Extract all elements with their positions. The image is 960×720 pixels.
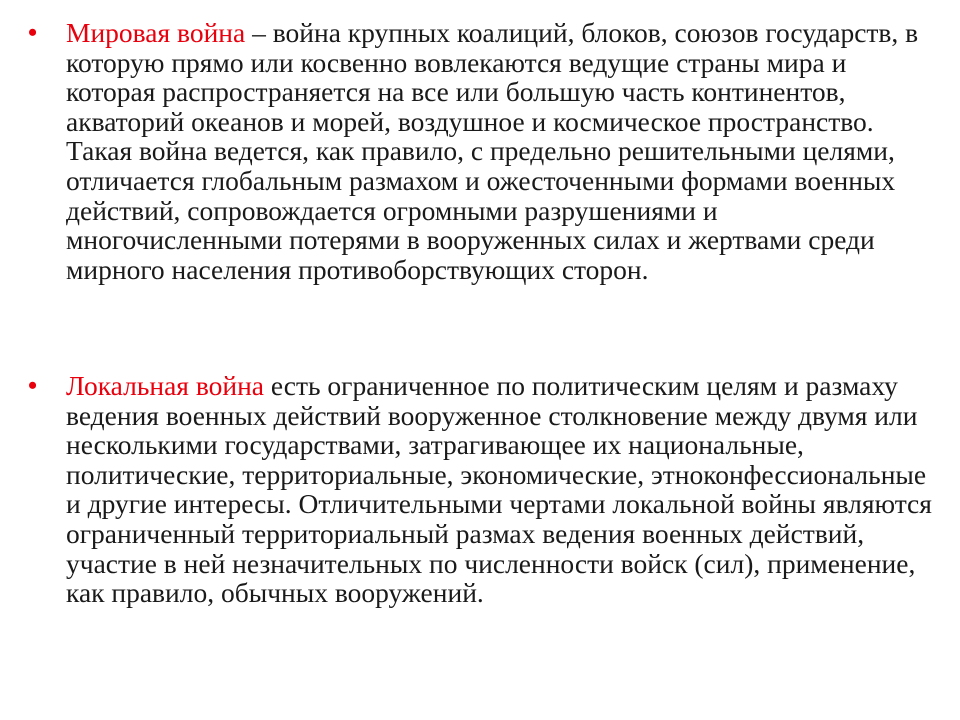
bullet-marker: • [28, 371, 38, 400]
term-local-war: Локальная война [66, 370, 265, 401]
bullet-marker: • [28, 18, 38, 47]
definition-world-war: – война крупных коалиций, блоков, союзов государств, в которую прямо или косвенно вовлекаются ведущие страны мира и которая распространяется на все или большую часть континентов, акваторий океанов и морей, воздушное и космическое пространство. Такая война ведется, как правило, с предельно решительными целями, отличается глобальным размахом и ожесточенными формами военных действий, сопровождается огромными разрушениями и многочисленными потерями в вооруженных силах и жертвами среди мирного населения противоборствующих сторон. [66, 17, 919, 285]
bullet-item-local-war [28, 371, 934, 608]
term-world-war: Мировая война [66, 17, 246, 48]
bullet-paragraph [66, 18, 934, 284]
definition-local-war: есть ограниченное по политическим целям и размаху ведения военных действий вооруженное столкновение между двумя или несколькими государствами, затрагивающее их национальные, политические, территориальные, экономические, этноконфессиональные и другие интересы. Отличительными чертами локальной войны являются ограниченный территориальный размах ведения военных действий, участие в ней незначительных по численности войск (сил), применение, как правило, обычных вооружений. [66, 370, 932, 609]
bullet-paragraph [66, 371, 934, 608]
bullet-item-world-war [28, 18, 934, 284]
